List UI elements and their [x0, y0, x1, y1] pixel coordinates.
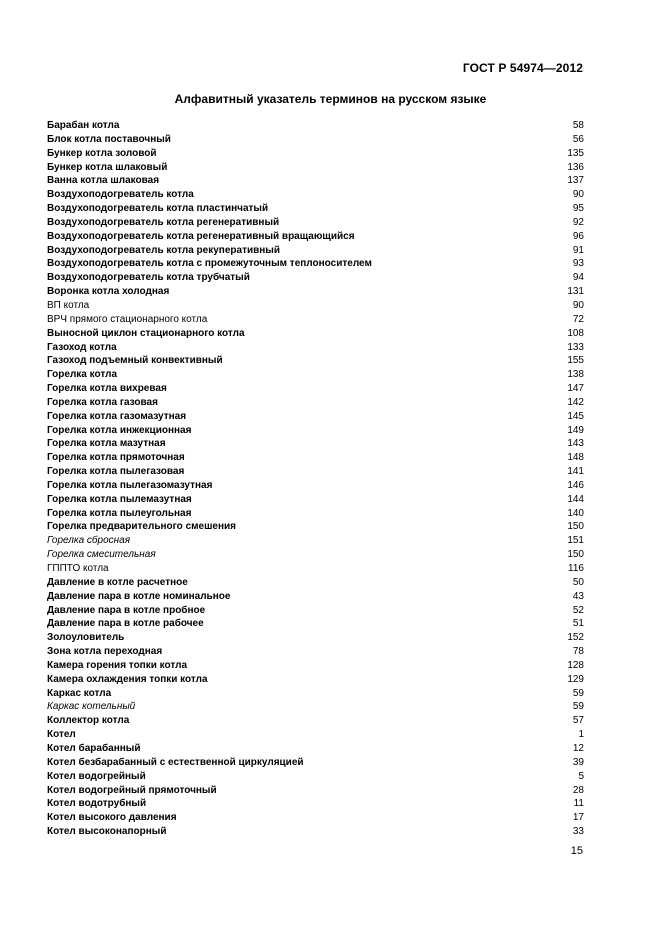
- index-page-ref: 133: [567, 341, 584, 353]
- index-entry: [47, 216, 584, 230]
- index-term: Горелка котла: [47, 369, 118, 381]
- index-entry: [47, 784, 584, 798]
- index-term: Давление пара в котле рабочее: [47, 618, 204, 630]
- index-page-ref: 142: [567, 396, 584, 408]
- index-term: Газоход подъемный конвективный: [47, 355, 223, 367]
- index-entry: [47, 493, 584, 507]
- index-term: Горелка котла прямоточная: [47, 452, 185, 464]
- index-page-ref: 33: [572, 826, 584, 838]
- index-entry: [47, 548, 584, 562]
- index-page-ref: 96: [572, 230, 584, 242]
- index-page-ref: 51: [572, 618, 584, 630]
- index-term: Котел высокого давления: [47, 812, 177, 824]
- index-term: Котел водотрубный: [47, 798, 147, 810]
- index-page-ref: 138: [567, 369, 584, 381]
- index-entry: [47, 341, 584, 355]
- index-title: Алфавитный указатель терминов на русском языке: [174, 92, 487, 106]
- index-entry: [47, 728, 584, 742]
- index-page-ref: 12: [572, 742, 584, 754]
- index-term: Котел барабанный: [47, 742, 141, 754]
- index-term: Горелка котла пылеугольная: [47, 507, 192, 519]
- index-term: Котел водогрейный прямоточный: [47, 784, 217, 796]
- index-page-ref: 5: [578, 770, 584, 782]
- index-entry: [47, 631, 584, 645]
- document-code: ГОСТ Р 54974—2012: [462, 61, 583, 75]
- index-entry: [47, 534, 584, 548]
- index-term: Горелка сбросная: [47, 535, 131, 547]
- index-term: Зона котла переходная: [47, 646, 163, 658]
- index-entry: [47, 437, 584, 451]
- index-entry: [47, 700, 584, 714]
- index-entry: [47, 327, 584, 341]
- index-entry: [47, 617, 584, 631]
- index-term: Воздухоподогреватель котла регенеративный вращающийся: [47, 230, 355, 242]
- page-number: 15: [570, 845, 583, 857]
- index-page-ref: 144: [567, 493, 584, 505]
- index-term: Камера горения топки котла: [47, 659, 188, 671]
- index-page-ref: 150: [567, 521, 584, 533]
- index-page-ref: 59: [572, 701, 584, 713]
- index-entry: [47, 354, 584, 368]
- index-page-ref: 116: [568, 563, 584, 574]
- index-page-ref: 140: [567, 507, 584, 519]
- index-page-ref: 95: [572, 203, 584, 215]
- index-entry: [47, 520, 584, 534]
- index-page-ref: 108: [567, 327, 584, 339]
- index-term: Бункер котла золовой: [47, 147, 157, 159]
- index-term: Котел высоконапорный: [47, 826, 167, 838]
- index-page-ref: 136: [567, 161, 584, 173]
- index-entry: [47, 368, 584, 382]
- index-term: Давление в котле расчетное: [47, 576, 188, 588]
- index-term: Горелка предварительного смешения: [47, 521, 237, 533]
- index-term: Котел безбарабанный с естественной циркуляцией: [47, 756, 304, 768]
- index-entry: [47, 742, 584, 756]
- index-term: Горелка котла вихревая: [47, 383, 167, 395]
- index-page-ref: 94: [572, 272, 584, 284]
- index-entry: [47, 673, 584, 687]
- index-entry: [47, 147, 584, 161]
- index-term: Давление пара в котле пробное: [47, 604, 206, 616]
- index-entry: [47, 645, 584, 659]
- index-page-ref: 143: [567, 438, 584, 450]
- index-term: Воздухоподогреватель котла рекуперативный: [47, 244, 280, 256]
- index-entry: [47, 507, 584, 521]
- index-page-ref: 145: [567, 410, 584, 422]
- index-entry: [47, 604, 584, 618]
- index-entry: [47, 244, 584, 258]
- index-page-ref: 28: [572, 784, 584, 796]
- index-entry: [47, 797, 584, 811]
- index-entry: [47, 396, 584, 410]
- index-term: ГППТО котла: [47, 563, 109, 574]
- index-page-ref: 58: [572, 120, 584, 131]
- index-entry: [47, 590, 584, 604]
- index-page-ref: 128: [567, 659, 584, 671]
- index-entry: [47, 811, 584, 825]
- index-entry: [47, 257, 584, 271]
- index-page-ref: 147: [567, 383, 584, 395]
- index-page-ref: 141: [567, 466, 584, 478]
- index-page-ref: 1: [578, 729, 584, 741]
- index-page-ref: 59: [572, 687, 584, 699]
- index-page-ref: 148: [567, 452, 584, 464]
- index-term: Горелка котла пылегазомазутная: [47, 479, 213, 491]
- index-page-ref: 56: [572, 133, 584, 145]
- index-term: Горелка котла пылемазутная: [47, 493, 192, 505]
- index-page-ref: 91: [572, 244, 584, 256]
- index-page-ref: 11: [573, 798, 584, 810]
- index-entry: [47, 576, 584, 590]
- index-entry: [47, 451, 584, 465]
- index-entry: [47, 479, 584, 493]
- index-term: Горелка котла инжекционная: [47, 424, 192, 436]
- index-entry: [47, 230, 584, 244]
- index-entry: [47, 825, 584, 839]
- index-term: Давление пара в котле номинальное: [47, 590, 231, 602]
- index-entry: [47, 562, 584, 576]
- index-entry: [47, 299, 584, 313]
- index-term: Горелка котла мазутная: [47, 438, 166, 450]
- index-term: Коллектор котла: [47, 715, 130, 727]
- index-entry: [47, 133, 584, 147]
- index-entry: [47, 174, 584, 188]
- index-term: Воздухоподогреватель котла пластинчатый: [47, 203, 269, 215]
- index-term: Воздухоподогреватель котла регенеративный: [47, 216, 280, 228]
- index-entry: [47, 161, 584, 175]
- index-page-ref: 93: [572, 258, 584, 270]
- index-term: Газоход котла: [47, 341, 117, 353]
- index-term: Золоуловитель: [47, 632, 125, 644]
- index-entry: [47, 382, 584, 396]
- index-term: Бункер котла шлаковый: [47, 161, 168, 173]
- index-page-ref: 129: [567, 673, 584, 685]
- index-term: Воздухоподогреватель котла с промежуточным теплоносителем: [47, 258, 372, 270]
- term-index-list: [47, 119, 584, 839]
- index-page-ref: 150: [567, 549, 584, 561]
- index-page-ref: 137: [567, 175, 584, 187]
- index-term: Камера охлаждения топки котла: [47, 673, 208, 685]
- index-entry: [47, 410, 584, 424]
- index-page-ref: 152: [567, 632, 584, 644]
- index-term: Горелка котла пылегазовая: [47, 466, 185, 478]
- index-entry: [47, 202, 584, 216]
- index-term: Воронка котла холодная: [47, 286, 170, 298]
- index-term: Горелка котла газомазутная: [47, 410, 187, 422]
- index-term: Блок котла поставочный: [47, 133, 171, 145]
- index-page-ref: 151: [567, 535, 584, 547]
- index-term: Каркас котла: [47, 687, 112, 699]
- index-term: Воздухоподогреватель котла: [47, 189, 194, 201]
- index-term: Воздухоподогреватель котла трубчатый: [47, 272, 250, 284]
- index-page-ref: 146: [567, 479, 584, 491]
- index-page-ref: 50: [572, 576, 584, 588]
- index-entry: [47, 687, 584, 701]
- index-entry: [47, 424, 584, 438]
- index-page-ref: 17: [572, 812, 584, 824]
- index-entry: [47, 285, 584, 299]
- index-page-ref: 90: [572, 299, 584, 311]
- index-page-ref: 43: [572, 590, 584, 602]
- index-entry: [47, 465, 584, 479]
- index-entry: [47, 313, 584, 327]
- index-entry: [47, 770, 584, 784]
- index-page-ref: 57: [572, 715, 584, 727]
- index-entry: [47, 188, 584, 202]
- index-term: Котел водогрейный: [47, 770, 146, 782]
- index-page-ref: 92: [572, 216, 584, 228]
- index-page-ref: 39: [572, 756, 584, 768]
- index-page-ref: 155: [567, 355, 584, 367]
- index-term: ВП котла: [47, 299, 90, 311]
- index-page-ref: 72: [572, 313, 584, 325]
- index-entry: [47, 659, 584, 673]
- index-page-ref: 90: [572, 189, 584, 201]
- index-entry: [47, 119, 584, 133]
- index-page-ref: 78: [572, 646, 584, 658]
- index-term: Горелка смесительная: [47, 549, 156, 561]
- index-entry: [47, 756, 584, 770]
- index-term: ВРЧ прямого стационарного котла: [47, 313, 208, 325]
- index-entry: [47, 271, 584, 285]
- index-term: Выносной циклон стационарного котла: [47, 327, 245, 339]
- index-entry: [47, 714, 584, 728]
- index-page-ref: 135: [567, 147, 584, 159]
- index-term: Барабан котла: [47, 120, 120, 131]
- index-term: Котел: [47, 729, 76, 741]
- index-term: Горелка котла газовая: [47, 396, 158, 408]
- index-page-ref: 52: [572, 604, 584, 616]
- index-term: Ванна котла шлаковая: [47, 175, 160, 187]
- index-page-ref: 131: [567, 286, 584, 298]
- index-page-ref: 149: [567, 424, 584, 436]
- index-term: Каркас котельный: [47, 701, 136, 713]
